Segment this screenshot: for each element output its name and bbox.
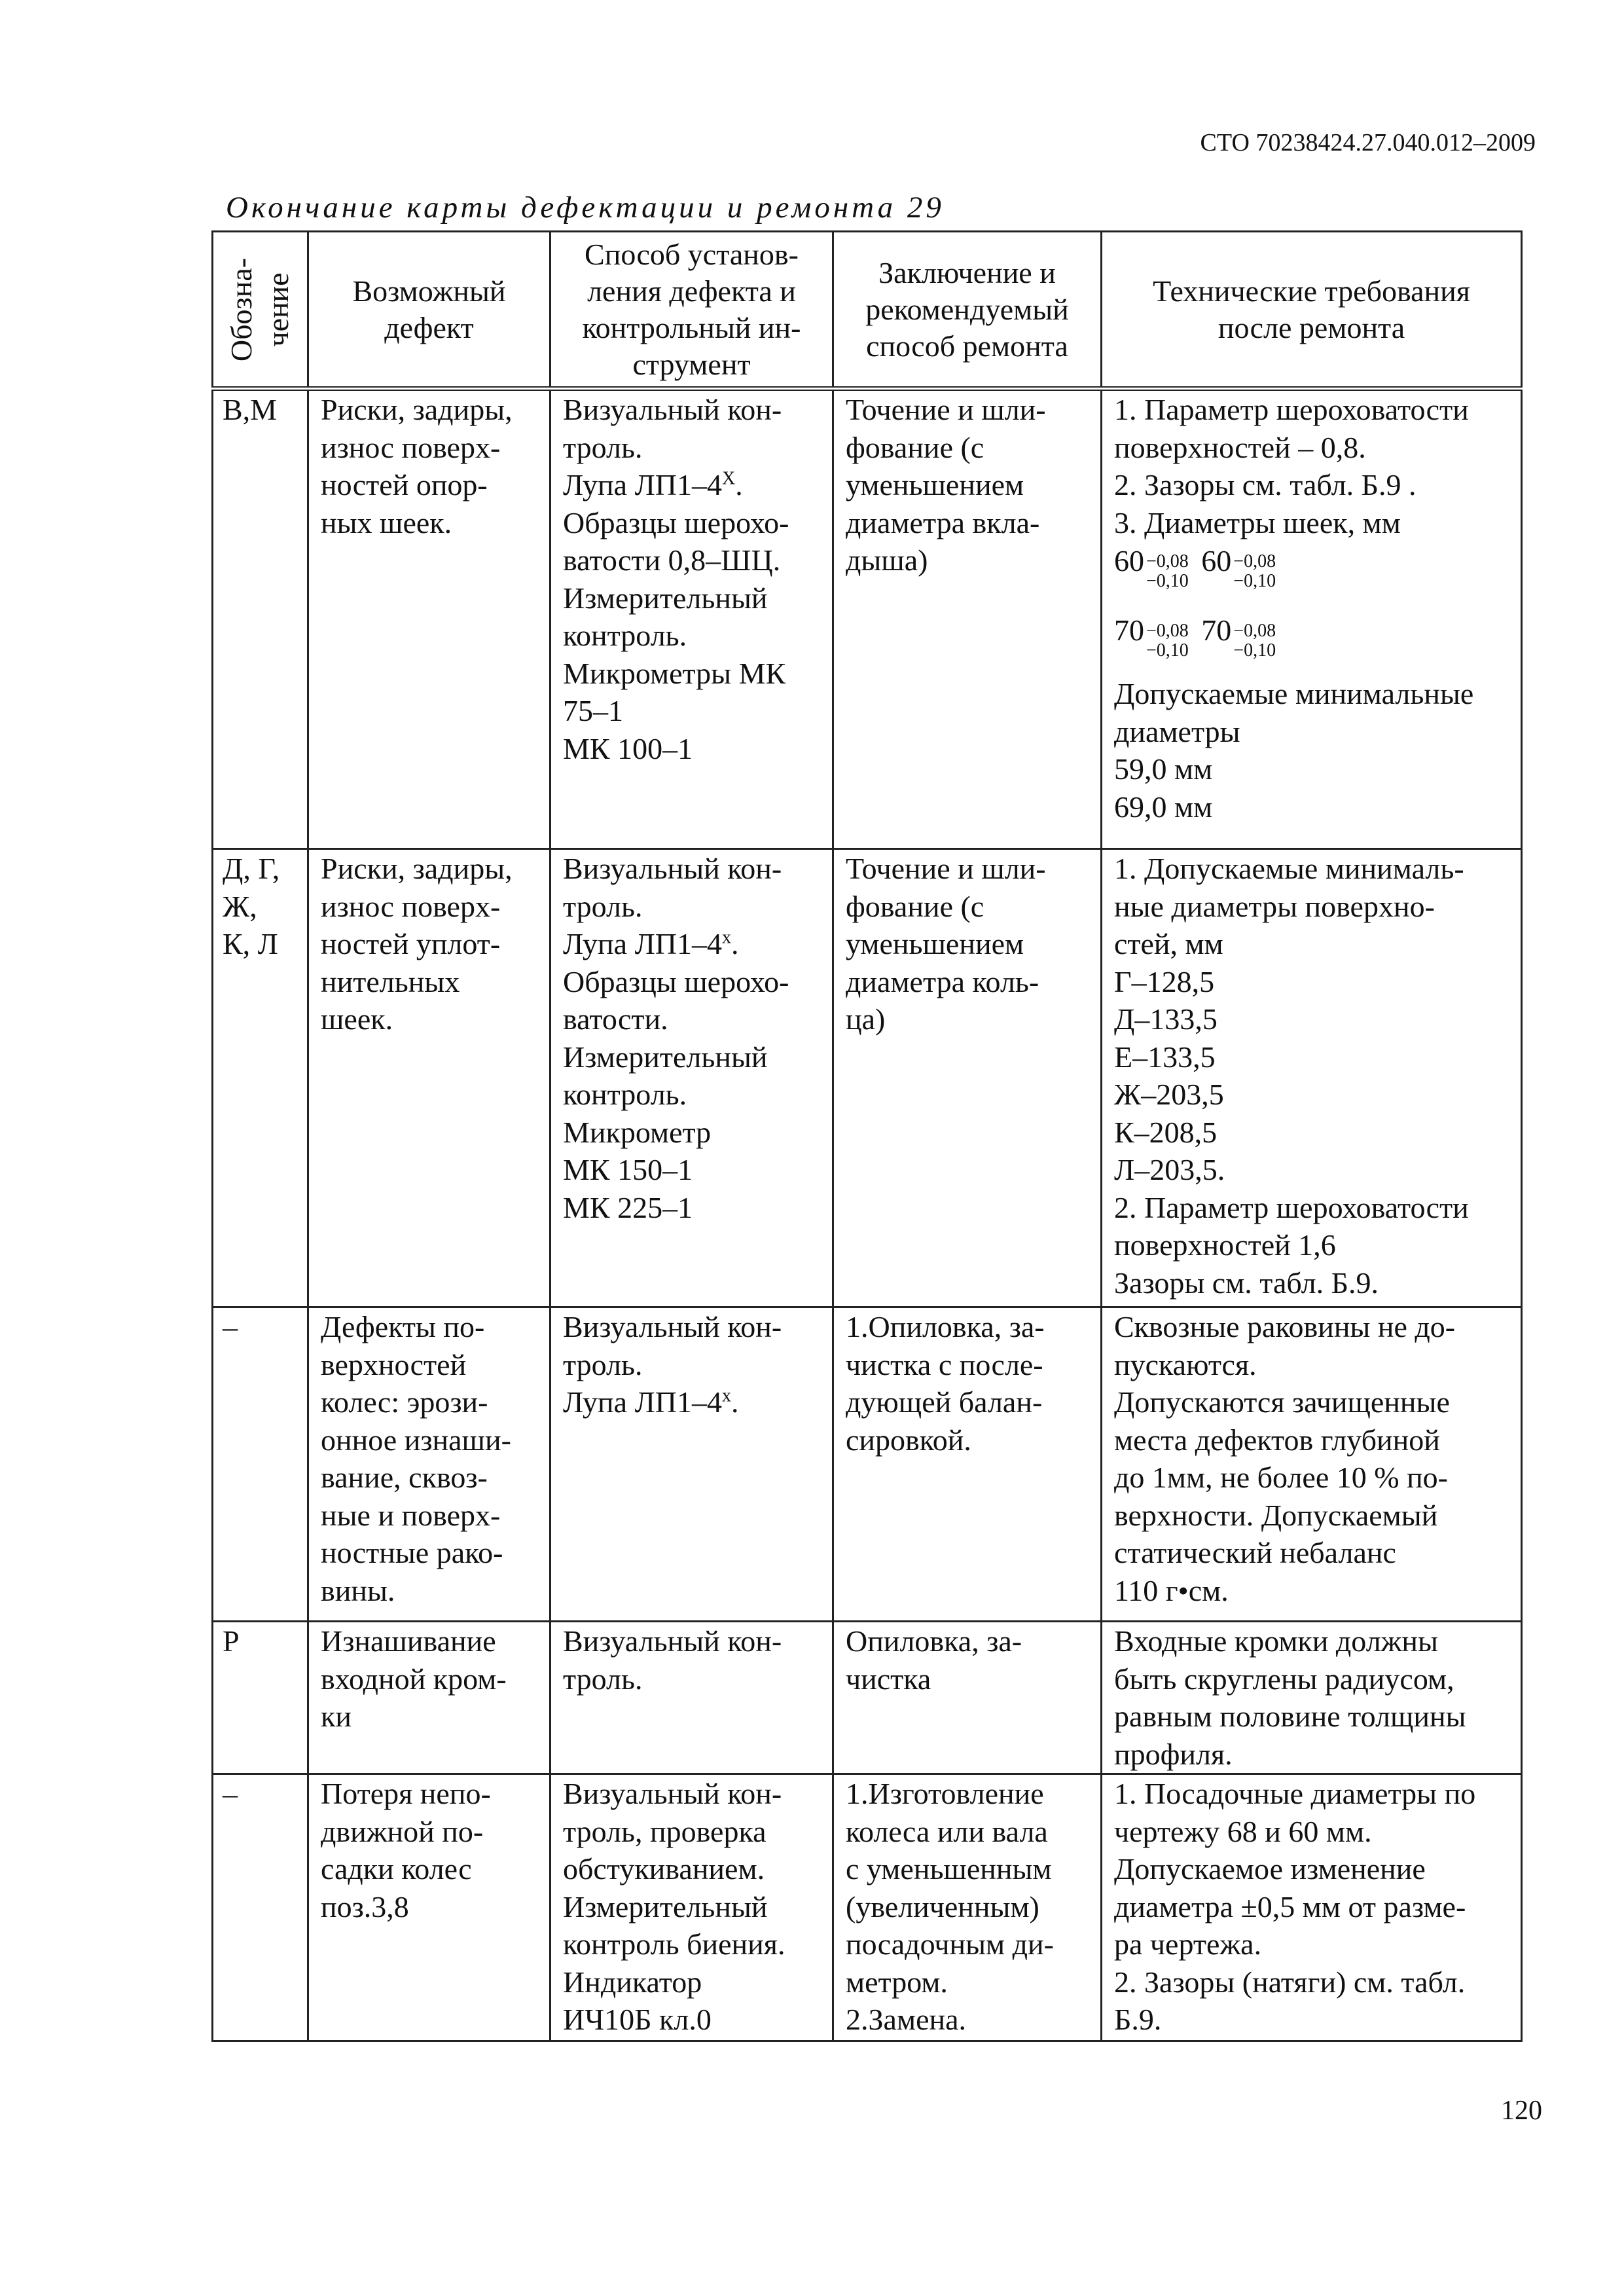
defect-cell: Изнашивание входной кром- ки	[308, 1622, 550, 1774]
column-header-requirements: Технические требования после ремонта	[1102, 232, 1522, 389]
column-header-designation	[213, 232, 308, 389]
column-header-method: Способ установ- ления дефекта и контрольный ин- струмент	[550, 232, 833, 389]
magnification-superscript: х	[722, 927, 732, 948]
column-header-repair: Заключение и рекомендуемый способ ремонта	[833, 232, 1102, 389]
repair-cell: Опиловка, за- чистка	[833, 1622, 1102, 1774]
tolerance-dimension: 60 −0,08 −0,10	[1201, 544, 1276, 591]
document-code: СТО 70238424.27.040.012–2009	[1200, 129, 1536, 156]
defect-cell: Потеря непо- движной по- садки колес поз.3,8	[308, 1774, 550, 2041]
tolerance-dimension: 70 −0,08 −0,10	[1114, 613, 1189, 661]
method-cell	[550, 389, 833, 849]
table-row	[213, 849, 1522, 1307]
table-row	[213, 1307, 1522, 1622]
table-row	[213, 1774, 1522, 2041]
method-cell: Визуальный кон- троль.	[550, 1622, 833, 1774]
table-header-row	[213, 232, 1522, 389]
tolerance-line-70	[1114, 611, 1509, 665]
tolerance-dimension: 70 −0,08 −0,10	[1201, 613, 1276, 661]
page-number: 120	[1501, 2096, 1542, 2126]
designation-cell: Д, Г, Ж, К, Л	[213, 849, 308, 1307]
repair-cell: Точение и шли- фование (с уменьшением диаметра вкла- дыша)	[833, 389, 1102, 849]
requirements-text-cont: Допускаемые минимальные диаметры 59,0 мм 69,0 мм	[1114, 677, 1474, 824]
tolerance-line-60	[1114, 541, 1509, 595]
repair-cell: 1.Опиловка, за- чистка с после- дующей балан- сировкой.	[833, 1307, 1102, 1622]
method-cell	[550, 849, 833, 1307]
magnification-superscript: х	[722, 1385, 732, 1406]
requirements-cell: Сквозные раковины не до- пускаются. Допускаются зачищенные места дефектов глубиной до 1мм, не более 10 % по- верхности. Допускаемый статический небаланс 110 г•см.	[1102, 1307, 1522, 1622]
table-row	[213, 1622, 1522, 1774]
tolerance-dimension: 60 −0,08 −0,10	[1114, 544, 1189, 591]
table-caption: Окончание карты дефектации и ремонта 29	[226, 191, 945, 225]
method-cell: Визуальный кон- троль, проверка обстукиванием. Измерительный контроль биения. Индикатор ИЧ10Б кл.0	[550, 1774, 833, 2041]
designation-header-text: Обозна- чение	[225, 257, 295, 361]
method-text: Визуальный кон- троль. Лупа ЛП1–4	[563, 852, 782, 960]
repair-cell: Точение и шли- фование (с уменьшением диаметра коль- ца)	[833, 849, 1102, 1307]
requirements-cell: 1. Посадочные диаметры по чертежу 68 и 60 мм. Допускаемое изменение диаметра ±0,5 мм от разме- ра чертежа. 2. Зазоры (натяги) см. табл. Б.9.	[1102, 1774, 1522, 2041]
method-text-cont: . Образцы шерохо- ватости. Измерительный контроль. Микрометр МК 150–1 МК 225–1	[563, 927, 789, 1224]
designation-cell: –	[213, 1774, 308, 2041]
repair-cell: 1.Изготовление колеса или вала с уменьшенным (увеличенным) посадочным ди- метром. 2.Замена.	[833, 1774, 1102, 2041]
requirements-cell: 1. Допускаемые минималь- ные диаметры поверхно- стей, мм Г–128,5 Д–133,5 Е–133,5 Ж–203,5 К–208,5 Л–203,5. 2. Параметр шероховатости поверхностей 1,6 Зазоры см. табл. Б.9.	[1102, 849, 1522, 1307]
method-text-cont: . Образцы шерохо- ватости 0,8–ШЦ. Измерительный контроль. Микрометры МК 75–1 МК 100–1	[563, 468, 789, 765]
requirements-cell: Входные кромки должны быть скруглены радиусом, равным половине толщины профиля.	[1102, 1622, 1522, 1774]
defect-repair-table	[211, 230, 1523, 2042]
method-cell	[550, 1307, 833, 1622]
designation-cell: В,М	[213, 389, 308, 849]
requirements-text: 1. Параметр шероховатости поверхностей – 0,8. 2. Зазоры см. табл. Б.9 . 3. Диаметры шеек, мм	[1114, 393, 1469, 539]
defect-cell: Дефекты по- верхностей колес: эрози- онное изнаши- вание, сквоз- ные и поверх- ностные рако- вины.	[308, 1307, 550, 1622]
requirements-cell	[1102, 389, 1522, 849]
magnification-superscript: Х	[722, 468, 736, 489]
designation-cell: –	[213, 1307, 308, 1622]
defect-cell: Риски, задиры, износ поверх- ностей уплот- нительных шеек.	[308, 849, 550, 1307]
method-text-cont: .	[731, 1385, 739, 1419]
defect-cell: Риски, задиры, износ поверх- ностей опор- ных шеек.	[308, 389, 550, 849]
method-text: Визуальный кон- троль. Лупа ЛП1–4	[563, 393, 782, 501]
designation-cell: Р	[213, 1622, 308, 1774]
table-row	[213, 389, 1522, 849]
method-text: Визуальный кон- троль. Лупа ЛП1–4	[563, 1310, 782, 1419]
column-header-defect: Возможный дефект	[308, 232, 550, 389]
